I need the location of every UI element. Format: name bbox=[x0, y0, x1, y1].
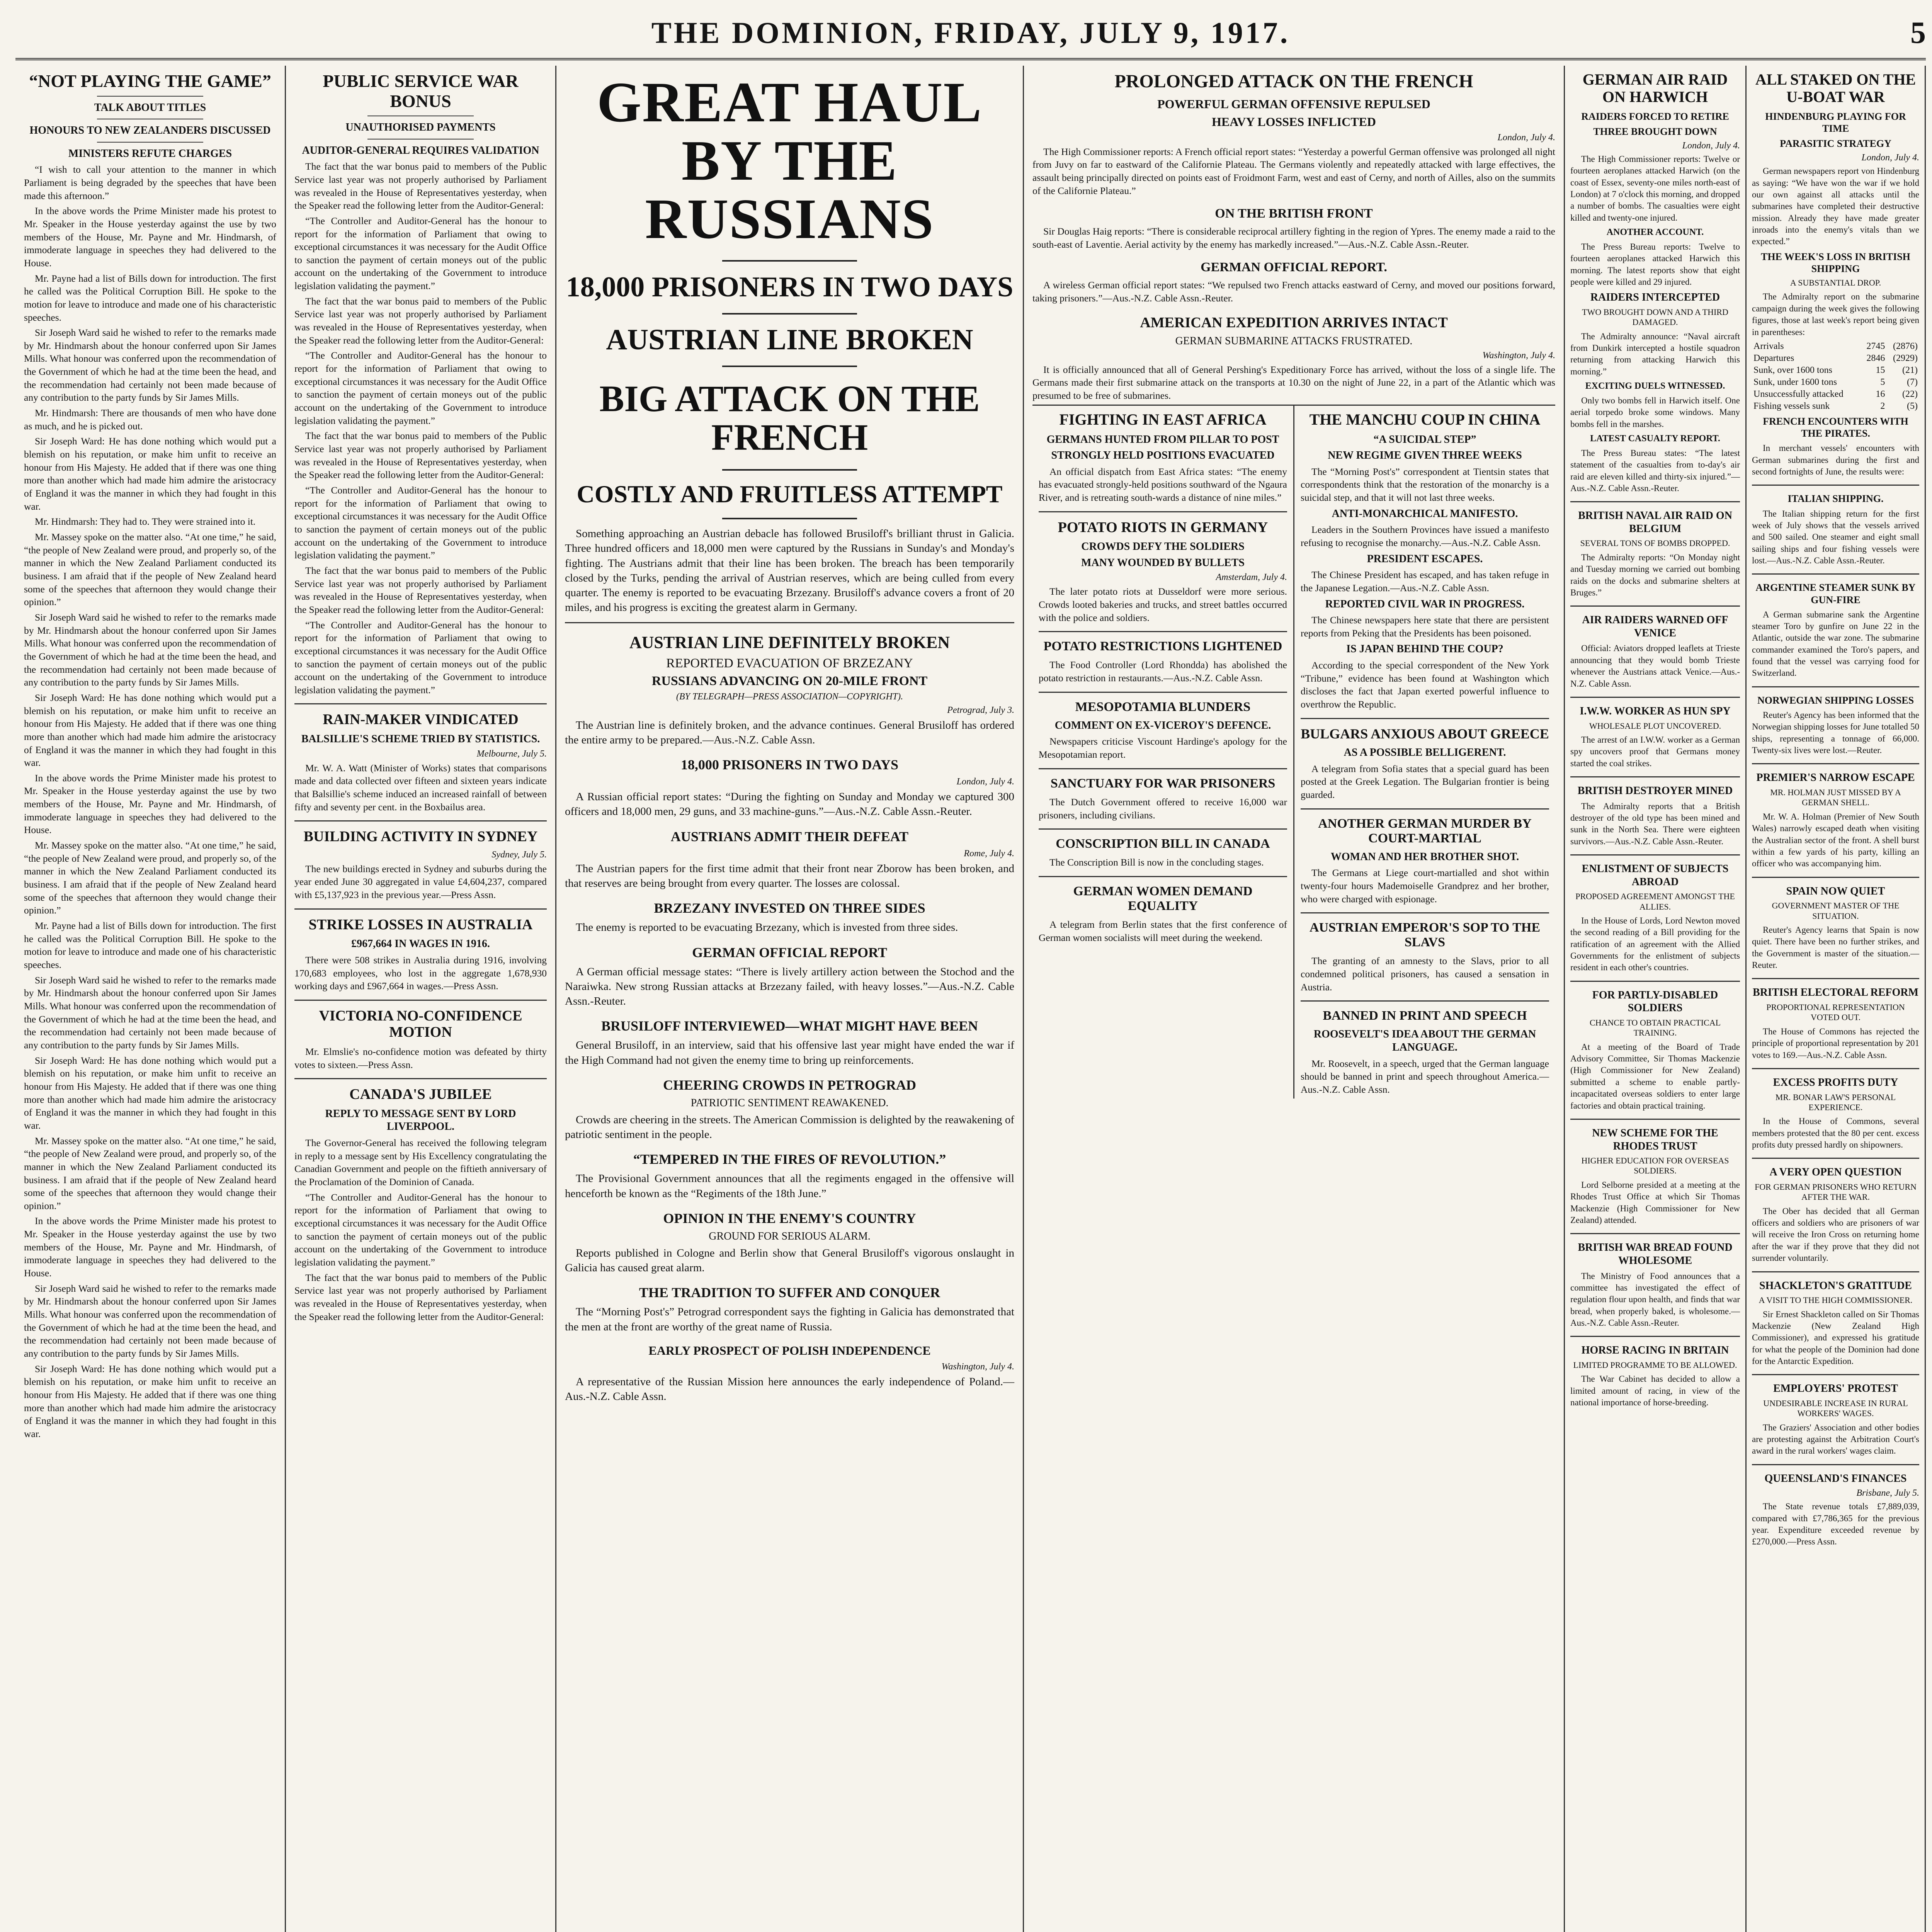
article-deck: COMMENT ON EX-VICEROY'S DEFENCE. bbox=[1054, 719, 1271, 731]
section-deck: PATRIOTIC SENTIMENT REAWAKENED. bbox=[690, 1097, 889, 1109]
article-deck: I.W.W. WORKER AS HUN SPY bbox=[1580, 705, 1731, 717]
article-paragraph: Sir Joseph Ward: He has done nothing which would put a blemish on his reputation, or make him unfit to receive an honour from His Majesty. He added that if there was one thing more than another which had made him admire the aristocracy of England it was the manner in which they had fought in this war. bbox=[24, 1363, 276, 1439]
article-headline: GERMAN WOMEN DEMAND EQUALITY bbox=[1073, 884, 1253, 913]
article-paragraph: General Brusiloff, in an interview, said that his offensive last year might have ended the war if the High Command had not given the enemy time to bring up reinforcements. bbox=[565, 1039, 1014, 1066]
article-headline: CANADA'S JUBILEE bbox=[349, 1086, 492, 1103]
table-cell-label: Sunk, over 1600 tons bbox=[1753, 365, 1832, 375]
article-paragraph: The Press Bureau states: “The latest statement of the casualties from to-day's air raid are eleven killed and thirty-six injured.”—Aus.-N.Z. Cable Assn.-Reuter. bbox=[1570, 448, 1740, 493]
article-paragraph: Sir Ernest Shackleton called on Sir Thomas Mackenzie (New Zealand High Commissioner), and expressed his gratitude for what the people of the Dominion had done for the Antarctic Expedition. bbox=[1752, 1309, 1919, 1366]
article-paragraph: A German official message states: “There is lively artillery action between the Stochod and the Naraiwka. New strong Russian attacks at Brzezany failed, with heavy losses.”—Aus.-N.Z. Cable Assn.-Reuter. bbox=[565, 965, 1014, 1008]
article-headline: STRIKE LOSSES IN AUSTRALIA bbox=[308, 916, 533, 933]
article-paragraph: Crowds are cheering in the streets. The American Commission is delighted by the reawakening of patriotic sentiment in the people. bbox=[565, 1113, 1014, 1141]
article-paragraph: The “Morning Post's” correspondent at Tientsin states that correspondents think that the restoration of the monarchy is a suicidal step, and that it will not last three weeks. bbox=[1301, 466, 1549, 503]
article-deck: PROPOSED AGREEMENT AMONGST THE ALLIES. bbox=[1575, 891, 1735, 912]
article-deck: REPORTED CIVIL WAR IN PROGRESS. bbox=[1325, 598, 1525, 610]
article-paragraph: Mr. Hindmarsh: They had to. They were strained into it. bbox=[35, 516, 256, 527]
section-deck: GERMAN SUBMARINE ATTACKS FRUSTRATED. bbox=[1175, 335, 1413, 347]
byline: (BY TELEGRAPH—PRESS ASSOCIATION—COPYRIGHT). bbox=[676, 691, 903, 702]
article-paragraph: Something approaching an Austrian debacle has followed Brusiloff's brilliant thrust in Galicia. Three hundred officers and 18,000 men were captured by the Russians in Sunday's and Monday's fighting. The Austrians admit that their line has been broken. The breach has been temporarily closed by the Turks, pending the arrival of Austrian reserves, which are being culled from every quarter. The enemy is reported to be evacuating Brzezany. Brusiloff's advance covers a front of 20 miles, and his progress is exciting the greatest alarm in Germany. bbox=[565, 527, 1014, 614]
article-paragraph: The Italian shipping return for the first week of July shows that the vessels arrived and 500 sailed. One steamer and eight small sailing ships and four fishing vessels were lost.—Aus.-N.Z. Cable Assn.-Reuter. bbox=[1752, 509, 1919, 565]
table-cell-value: 15 bbox=[1876, 365, 1885, 375]
article-headline: SANCTUARY FOR WAR PRISONERS bbox=[1050, 776, 1276, 791]
article-paragraph: In the House of Lords, Lord Newton moved the second reading of a Bill providing for the ratification of an agreement with the Allied Governments for the enlistment of subjects resident in each other's countries. bbox=[1570, 915, 1740, 973]
article-paragraph: Only two bombs fell in Harwich itself. One aerial torpedo broke some windows. Many bombs fell in the marshes. bbox=[1570, 395, 1740, 429]
article-paragraph: Official: Aviators dropped leaflets at Trieste announcing that they would bomb Trieste whenever the Austrians attack Venice.—Aus.-N.Z. Cable Assn. bbox=[1570, 643, 1740, 689]
section-headline: 18,000 PRISONERS IN TWO DAYS bbox=[680, 757, 899, 773]
table-row bbox=[1752, 388, 1919, 400]
column-titles bbox=[15, 66, 286, 1932]
article-deck: REPLY TO MESSAGE SENT BY LORD LIVERPOOL. bbox=[325, 1107, 516, 1133]
table-cell-value: 16 bbox=[1876, 389, 1885, 399]
article-paragraph: The granting of an amnesty to the Slavs, prior to all condemned political prisoners, has caused a sensation in Austria. bbox=[1301, 955, 1549, 993]
section-headline: CHEERING CROWDS IN PETROGRAD bbox=[663, 1077, 917, 1093]
article-deck: MINISTERS REFUTE CHARGES bbox=[68, 147, 232, 160]
article-paragraph: “The Controller and Auditor-General has the honour to report for the information of Parliament that owing to exceptional circumstances it was necessary for the Audit Office to sanction the payment of certain moneys out of the public account on the undertaking of the Government to introduce legislation validating the payment.” bbox=[294, 350, 547, 426]
article-paragraph: Sir Joseph Ward said he wished to refer to the remarks made by Mr. Hindmarsh about the honour conferred upon Sir James Mills. What honour was conferred upon the recommendation of the Government of which he had at the time been the head, and the recommendation had certainly not been made because of any contribution to the party funds by Sir James Mills. bbox=[24, 1282, 276, 1359]
article-paragraph: Sir Joseph Ward said he wished to refer to the remarks made by Mr. Hindmarsh about the honour conferred upon Sir James Mills. What honour was conferred upon the recommendation of the Government of which he had at the time been the head, and the recommendation had certainly not been made because of any contribution to the party funds by Sir James Mills. bbox=[24, 611, 276, 688]
column-french-front: PROLONGED ATTACK ON THE FRENCH POWERFUL GERMAN OFFENSIVE REPULSED HEAVY LOSSES INFLICTED London, July 4. The High Commissioner reports: A French official report states: “Yesterday a powerful German offensive was prolonged all night from Juvy on far to eastward of the Californie Plateau. The Germans violently and repeatedly attacked with large effectives, the assault being principally directed on points east of Froidmont Farm, west and east of Cerny, and north of Ailles, also on the summits of the Californie Plateau.” ON THE BRITISH FRONT Sir Douglas Haig reports: “There is considerable reciprocal artillery fighting in the region of Ypres. The enemy made a raid to the south-east of Laventie. Aerial activity by the enemy has markedly increased.”—Aus.-N.Z. Cable Assn.-Reuter. GERMAN OFFICIAL REPORT. A wireless German official report states: “We repulsed two French attacks eastward of Cerny, and moved our positions forward, taking prisoners.”—Aus.-N.Z. Cable Assn.-Reuter. AMERICAN EXPEDITION ARRIVES INTACT GERMAN SUBMARINE ATTACKS FRUSTRATED. Washington, July 4. It is officially announced that all of General Pershing's Expeditionary Force has arrived, without the loss of a single life. The Germans made their first submarine attack on the transports at 10.30 on the night of June 22, in a part of the Atlantic which was presumed to be free of submarines. FIGHTING IN EAST AFRICA GERMANS HUNTED FROM PILLAR TO POST STRONGLY HELD POSITIONS EVACUATED An official dispatch from East Africa states: “The enemy has evacuated strongly-held positions southward of the Ngaura River, and is retreating south-wards a distance of nine miles.” POTATO RIOTS IN GERMANY CROWDS DEFY THE SOLDIERS MANY WOUNDED BY BULLETS Amsterdam, July 4. The later potato riots at Dusseldorf were more serious. Crowds looted bakeries and trucks, and street battles occurred with the police and soldiers. POTATO RESTRICTIONS LIGHTENED The Food Controller (Lord Rhondda) has abolished the potato restriction in restaurants.—Aus.-N.Z. Cable Assn. MESOPOTAMIA BLUNDERS COMMENT ON EX-VICEROY'S DEFENCE. Newspapers criticise Viscount Hardinge's apology for the Mesopotamian report. SANCTUARY FOR WAR PRISONERS The Dutch Government offered to receive 16,000 war prisoners, including civilians. CONSCRIPTION BILL IN CANADA The Conscription Bill is now in the concluding stages. GERMAN WOMEN DEMAND EQUALITY A telegram from Berlin states that the first conference of German women socialists will meet during the weekend. THE MANCHU COUP IN CHINA “A SUICIDAL STEP” NEW REGIME GIVEN THREE WEEKS The “Morning Post's” correspondent at Tientsin states that correspondents think that the restoration of the monarchy is a suicidal step, and that it will not last three weeks. ANTI-MONARCHICAL MANIFESTO. Leaders in the Southern Provinces have issued a manifesto refusing to recognise the monarchy.—Aus.-N.Z. Cable Assn. PRESIDENT ESCAPES. The Chinese President has escaped, and has taken refuge in the Japanese Legation.—Aus.-N.Z. Cable Assn. REPORTED CIVIL WAR IN PROGRESS. The Chinese newspapers here state that there are persistent reports from Peking that the Presidents has been poisoned. IS JAPAN BEHIND THE COUP? According to the special correspondent of the New York “Tribune,” evidence has been found at Washington which discloses the fact that Japan exerted powerful influence to overthrow the Republic. BULGARS ANXIOUS ABOUT GREECE AS A POSSIBLE BELLIGERENT. A telegram from Sofia states that a special guard has been posted at the Greek Legation. The Bulgarian frontier is being guarded. ANOTHER GERMAN MURDER BY COURT-MARTIAL WOMAN AND HER BROTHER SHOT. The Germans at Liege court-martialled and shot within twenty-four hours Mademoiselle Grandprez and her brother, who were charged with espionage. AUSTRIAN EMPEROR'S SOP TO THE SLAVS The granting of an amnesty to the Slavs, prior to all condemned political prisoners, has caused a sensation in Austria. BANNED IN PRINT AND SPEECH ROOSEVELT'S IDEA ABOUT THE GERMAN LANGUAGE. Mr. Roosevelt, in a speech, urged that the German language should be banned in print and speech throughout America.—Aus.-N.Z. Cable Assn. bbox=[1024, 66, 1565, 1932]
article-deck: POWERFUL GERMAN OFFENSIVE REPULSED bbox=[1157, 97, 1430, 111]
article-headline: VICTORIA NO-CONFIDENCE MOTION bbox=[319, 1007, 522, 1041]
masthead-title: THE DOMINION, FRIDAY, JULY 9, 1917. bbox=[651, 16, 1290, 49]
article-deck: NEW SCHEME FOR THE RHODES TRUST bbox=[1592, 1127, 1718, 1152]
column-public-service: PUBLIC SERVICE WAR BONUS UNAUTHORISED PAYMENTS AUDITOR-GENERAL REQUIRES VALIDATION The fact that the war bonus paid to members of the Public Service last year was not properly authorised by Parliament was revealed in the House of Representatives yesterday, when the Speaker read the following letter from the Auditor-General: “The Controller and Auditor-General has the honour to report for the information of Parliament that owing to exceptional circumstances it was necessary for the Audit Office to sanction the payment of certain moneys out of the public account on the undertaking of the Government to introduce legislation validating the payment.” The fact that the war bonus paid to members of the Public Service last year was not properly authorised by Parliament was revealed in the House of Representatives yesterday, when the Speaker read the following letter from the Auditor-General: “The Controller and Auditor-General has the honour to report for the information of Parliament that owing to exceptional circumstances it was necessary for the Audit Office to sanction the payment of certain moneys out of the public account on the undertaking of the Government to introduce legislation validating the payment.” The fact that the war bonus paid to members of the Public Service last year was not properly authorised by Parliament was revealed in the House of Representatives yesterday, when the Speaker read the following letter from the Auditor-General: “The Controller and Auditor-General has the honour to report for the information of Parliament that owing to exceptional circumstances it was necessary for the Audit Office to sanction the payment of certain moneys out of the public account on the undertaking of the Government to introduce legislation validating the payment.” The fact that the war bonus paid to members of the Public Service last year was not properly authorised by Parliament was revealed in the House of Representatives yesterday, when the Speaker read the following letter from the Auditor-General: “The Controller and Auditor-General has the honour to report for the information of Parliament that owing to exceptional circumstances it was necessary for the Audit Office to sanction the payment of certain moneys out of the public account on the undertaking of the Government to introduce legislation validating the payment.” RAIN-MAKER VINDICATED BALSILLIE'S SCHEME TRIED BY STATISTICS. Melbourne, July 5. Mr. W. A. Watt (Minister of Works) states that comparisons made and data collected over fifteen and sixteen years indicate that Balsillie's scheme induced an increased rainfall of between fifty and seventy per cent. in the Boxbailus area. BUILDING ACTIVITY IN SYDNEY Sydney, July 5. The new buildings erected in Sydney and suburbs during the year ended June 30 aggregated in value £4,604,237, compared with £5,137,923 in the previous year.—Press Assn. STRIKE LOSSES IN AUSTRALIA £967,664 IN WAGES IN 1916. There were 508 strikes in Australia during 1916, involving 170,683 employees, who lost in the aggregate 1,678,930 working days and £967,664 in wages.—Press Assn. VICTORIA NO-CONFIDENCE MOTION Mr. Elmslie's no-confidence motion was defeated by thirty votes to sixteen.—Press Assn. CANADA'S JUBILEE REPLY TO MESSAGE SENT BY LORD LIVERPOOL. The Governor-General has received the following telegram in reply to a message sent by His Excellency congratulating the Canadian Government and people on the fiftieth anniversary of the Proclamation of the Dominion of Canada. “The Controller and Auditor-General has the honour to report for the information of Parliament that owing to exceptional circumstances it was necessary for the Audit Office to sanction the payment of certain moneys out of the public account on the undertaking of the Government to introduce legislation validating the payment.” The fact that the war bonus paid to members of the Public Service last year was not properly authorised by Parliament was revealed in the House of Representatives yesterday, when the Speaker read the following letter from the Auditor-General: bbox=[286, 66, 556, 1932]
main-subheadline: AUSTRIAN LINE BROKEN bbox=[606, 323, 973, 356]
article-deck: ROOSEVELT'S IDEA ABOUT THE GERMAN LANGUAGE. bbox=[1313, 1028, 1536, 1054]
section-headline: THE TRADITION TO SUFFER AND CONQUER bbox=[639, 1285, 940, 1301]
article-paragraph: The Austrian papers for the first time admit that their front near Zborow has been broken, and that reserves are being brought from every quarter. The losses are colossal. bbox=[565, 862, 1014, 890]
article-paragraph: The Admiralty reports: “On Monday night and Tuesday morning we carried out bombing raids on the docks and submarine shelters at Bruges.” bbox=[1570, 552, 1740, 597]
section-headline: AUSTRIAN LINE DEFINITELY BROKEN bbox=[629, 633, 950, 652]
article-deck: GERMANS HUNTED FROM PILLAR TO POST bbox=[1046, 433, 1279, 446]
article-paragraph: German newspapers report von Hindenburg as saying: “We have won the war if we hold our own against all attacks until the submarines have completed their destructive mission. Already they have made greater inroads into the enemy's vitals than we expected.” bbox=[1752, 166, 1919, 247]
article-paragraph: The High Commissioner reports: Twelve or fourteen aeroplanes attacked Harwich (on the coast of Essex, seventy-one miles north-east of London) at 7 o'clock this morning, and dropped a number of bombs. The casualties were eight killed and twenty-one injured. bbox=[1570, 154, 1740, 223]
table-cell-label: Fishing vessels sunk bbox=[1753, 401, 1830, 411]
article-paragraph: An official dispatch from East Africa states: “The enemy has evacuated strongly-held positions southward of the Ngaura River, and is retreating south-wards a distance of nine miles.” bbox=[1039, 466, 1287, 503]
article-deck: ARGENTINE STEAMER SUNK BY GUN-FIRE bbox=[1755, 582, 1916, 605]
shipping-table bbox=[1752, 340, 1919, 412]
article-headline: PUBLIC SERVICE WAR BONUS bbox=[323, 71, 519, 111]
article-deck: MR. HOLMAN JUST MISSED BY A GERMAN SHELL. bbox=[1770, 787, 1901, 808]
section-headline: GERMAN OFFICIAL REPORT bbox=[692, 944, 887, 960]
article-deck: WOMAN AND HER BROTHER SHOT. bbox=[1330, 850, 1519, 863]
article-paragraph: The Provisional Government announces that all the regiments engaged in the offensive will henceforth be known as the “Regiments of the 18th June.” bbox=[565, 1172, 1014, 1200]
article-paragraph: In the House of Commons, several members protested that the 80 per cent. excess profits duty pressed hardly on shipowners. bbox=[1752, 1116, 1919, 1150]
article-paragraph: Mr. Massey spoke on the matter also. “At one time,” he said, “the people of New Zealand were proud, and properly so, of the manner in which the New Zealand Parliament conducted its business. I am afraid that if the people of New Zealand heard some of the speeches that afternoon they would change their opinion.” bbox=[24, 840, 276, 916]
article-deck: EMPLOYERS' PROTEST bbox=[1773, 1383, 1898, 1395]
subcolumn-left: FIGHTING IN EAST AFRICA GERMANS HUNTED FROM PILLAR TO POST STRONGLY HELD POSITIONS EVACUATED An official dispatch from East Africa states: “The enemy has evacuated strongly-held positions southward of the Ngaura River, and is retreating south-wards a distance of nine miles.” POTATO RIOTS IN GERMANY CROWDS DEFY THE SOLDIERS MANY WOUNDED BY BULLETS Amsterdam, July 4. The later potato riots at Dusseldorf were more serious. Crowds looted bakeries and trucks, and street battles occurred with the police and soldiers. POTATO RESTRICTIONS LIGHTENED The Food Controller (Lord Rhondda) has abolished the potato restriction in restaurants.—Aus.-N.Z. Cable Assn. MESOPOTAMIA BLUNDERS COMMENT ON EX-VICEROY'S DEFENCE. Newspapers criticise Viscount Hardinge's apology for the Mesopotamian report. SANCTUARY FOR WAR PRISONERS The Dutch Government offered to receive 16,000 war prisoners, including civilians. CONSCRIPTION BILL IN CANADA The Conscription Bill is now in the concluding stages. GERMAN WOMEN DEMAND EQUALITY A telegram from Berlin states that the first conference of German women socialists will meet during the weekend. bbox=[1032, 406, 1294, 1099]
article-paragraph: “The Controller and Auditor-General has the honour to report for the information of Parliament that owing to exceptional circumstances it was necessary for the Audit Office to sanction the payment of certain moneys out of the public account on the undertaking of the Government to introduce legislation validating the payment.” bbox=[294, 215, 547, 292]
article-headline: RAIN-MAKER VINDICATED bbox=[323, 711, 519, 728]
table-row bbox=[1752, 340, 1919, 352]
article-headline: CONSCRIPTION BILL IN CANADA bbox=[1056, 837, 1270, 851]
article-paragraph: In the above words the Prime Minister made his protest to Mr. Speaker in the House yesterday against the use by two members of the House, Mr. Payne and Mr. Hindmarsh, of immoderate language in speeches they had delivered to the House. bbox=[24, 772, 276, 836]
article-deck: HIGHER EDUCATION FOR OVERSEAS SOLDIERS. bbox=[1581, 1156, 1729, 1176]
table-cell-value: 2 bbox=[1880, 401, 1885, 411]
article-paragraph: The House of Commons has rejected the principle of proportional representation by 201 votes to 169.—Aus.-N.Z. Cable Assn. bbox=[1752, 1026, 1919, 1060]
table-cell-label: Departures bbox=[1753, 353, 1794, 363]
article-deck: BALSILLIE'S SCHEME TRIED BY STATISTICS. bbox=[301, 733, 540, 745]
sub-columns bbox=[1032, 405, 1555, 1099]
article-deck: SPAIN NOW QUIET bbox=[1786, 885, 1885, 897]
article-paragraph: The fact that the war bonus paid to members of the Public Service last year was not properly authorised by Parliament was revealed in the House of Representatives yesterday, when the Speaker read the following letter from the Auditor-General: bbox=[294, 565, 547, 615]
article-headline: BANNED IN PRINT AND SPEECH bbox=[1323, 1009, 1527, 1023]
article-paragraph: Mr. Elmslie's no-confidence motion was defeated by thirty votes to sixteen.—Press Assn. bbox=[294, 1046, 547, 1070]
article-headline: “NOT PLAYING THE GAME” bbox=[29, 71, 271, 91]
article-paragraph: Mr. W. A. Holman (Premier of New South Wales) narrowly escaped death when visiting the Australian sector of the front. A shell burst within a few yards of his party, killing an officer who was accompanying him. bbox=[1752, 811, 1919, 869]
article-deck: MANY WOUNDED BY BULLETS bbox=[1081, 556, 1245, 569]
article-deck: THE WEEK'S LOSS IN BRITISH SHIPPING bbox=[1761, 251, 1910, 274]
article-deck: ANTI-MONARCHICAL MANIFESTO. bbox=[1332, 507, 1518, 520]
article-deck: A VISIT TO THE HIGH COMMISSIONER. bbox=[1759, 1295, 1913, 1305]
section-headline: BRZEZANY INVESTED ON THREE SIDES bbox=[654, 900, 925, 916]
article-paragraph: There were 508 strikes in Australia during 1916, involving 170,683 employees, who lost in the aggregate 1,678,930 working days and £967,664 in wages.—Press Assn. bbox=[294, 954, 547, 992]
article-paragraph: The Conscription Bill is now in the concluding stages. bbox=[1049, 857, 1264, 868]
article-deck: UNDESIRABLE INCREASE IN RURAL WORKERS' WAGES. bbox=[1763, 1398, 1908, 1418]
article-paragraph: The State revenue totals £7,889,039, compared with £7,786,365 for the previous year. Expenditure exceeded revenue by £270,000.—Press Assn. bbox=[1752, 1502, 1919, 1547]
article-paragraph: The Admiralty announce: “Naval aircraft from Dunkirk intercepted a hostile squadron returning from attacking Harwich this morning.” bbox=[1570, 331, 1740, 376]
article-paragraph: The fact that the war bonus paid to members of the Public Service last year was not properly authorised by Parliament was revealed in the House of Representatives yesterday, when the Speaker read the following letter from the Auditor-General: bbox=[294, 295, 547, 346]
article-deck: FOR GERMAN PRISONERS WHO RETURN AFTER THE WAR. bbox=[1755, 1182, 1917, 1202]
table-cell-value: (22) bbox=[1902, 389, 1918, 399]
article-paragraph: The Chinese President has escaped, and has taken refuge in the Japanese Legation.—Aus.-N.Z. Cable Assn. bbox=[1301, 569, 1549, 594]
article-deck: SHACKLETON'S GRATITUDE bbox=[1759, 1279, 1912, 1292]
table-row bbox=[1752, 400, 1919, 412]
article-headline: MESOPOTAMIA BLUNDERS bbox=[1075, 699, 1251, 714]
article-deck: GOVERNMENT MASTER OF THE SITUATION. bbox=[1772, 901, 1900, 921]
article-paragraph: The enemy is reported to be evacuating Brzezany, which is invested from three sides. bbox=[576, 921, 958, 934]
article-deck: FRENCH ENCOUNTERS WITH THE PIRATES. bbox=[1763, 415, 1908, 439]
article-deck: CHANCE TO OBTAIN PRACTICAL TRAINING. bbox=[1589, 1017, 1721, 1038]
section-deck: GROUND FOR SERIOUS ALARM. bbox=[709, 1230, 871, 1242]
article-deck: IS JAPAN BEHIND THE COUP? bbox=[1346, 643, 1503, 655]
article-headline: POTATO RESTRICTIONS LIGHTENED bbox=[1043, 639, 1282, 654]
article-paragraph: A wireless German official report states: “We repulsed two French attacks eastward of Cerny, and moved our positions forward, taking prisoners.”—Aus.-N.Z. Cable Assn.-Reuter. bbox=[1032, 279, 1555, 304]
article-headline: THE MANCHU COUP IN CHINA bbox=[1309, 410, 1541, 428]
main-subheadline: COSTLY AND FRUITLESS ATTEMPT bbox=[577, 480, 1003, 508]
article-paragraph: Reuter's Agency has been informed that the Norwegian shipping losses for June totalled 50 ships, representing a tonnage of 66,000. Twenty-six lives were lost.—Reuter. bbox=[1752, 710, 1919, 755]
article-paragraph: “The Controller and Auditor-General has the honour to report for the information of Parliament that owing to exceptional circumstances it was necessary for the Audit Office to sanction the payment of certain moneys out of the public account on the undertaking of the Government to introduce legislation validating the payment.” bbox=[294, 1191, 547, 1268]
article-paragraph: Mr. Payne had a list of Bills down for introduction. The first he called was the Political Corruption Bill. He spoke to the motion for leave to introduce and made one of his characteristic speeches. bbox=[24, 272, 276, 323]
article-paragraph: The “Morning Post's” Petrograd correspondent says the fighting in Galicia has demonstrated that the men at the front are worthy of the great name of Russia. bbox=[565, 1306, 1014, 1333]
table-cell-label: Arrivals bbox=[1753, 341, 1784, 351]
article-deck: HINDENBURG PLAYING FOR TIME bbox=[1765, 111, 1906, 134]
article-deck: RAIDERS INTERCEPTED bbox=[1590, 291, 1720, 304]
article-paragraph: The fact that the war bonus paid to members of the Public Service last year was not properly authorised by Parliament was revealed in the House of Representatives yesterday, when the Speaker read the following letter from the Auditor-General: bbox=[294, 1272, 547, 1322]
table-cell-value: 2745 bbox=[1866, 341, 1885, 351]
section-headline: “TEMPERED IN THE FIRES OF REVOLUTION.” bbox=[633, 1151, 946, 1167]
masthead bbox=[15, 8, 1926, 60]
article-headline: ANOTHER GERMAN MURDER BY COURT-MARTIAL bbox=[1318, 816, 1532, 845]
article-paragraph: The Dutch Government offered to receive 16,000 war prisoners, including civilians. bbox=[1039, 796, 1287, 821]
section-headline: BRUSILOFF INTERVIEWED—WHAT MIGHT HAVE BEEN bbox=[601, 1018, 978, 1034]
section-headline: AUSTRIANS ADMIT THEIR DEFEAT bbox=[670, 828, 909, 844]
table-cell-value: 5 bbox=[1880, 377, 1885, 387]
article-paragraph: The new buildings erected in Sydney and suburbs during the year ended June 30 aggregated in value £4,604,237, compared with £5,137,923 in the previous year.—Press Assn. bbox=[294, 863, 547, 901]
article-deck: HORSE RACING IN BRITAIN bbox=[1581, 1344, 1729, 1357]
article-paragraph: The Austrian line is definitely broken, and the advance continues. General Brusiloff has ordered the entire army to be prepared.—Aus.-N.Z. Cable Assn. bbox=[565, 719, 1014, 746]
divider bbox=[97, 96, 203, 97]
column-air-raid: GERMAN AIR RAID ON HARWICH RAIDERS FORCED TO RETIRE THREE BROUGHT DOWN London, July 4. The High Commissioner reports: Twelve or fourteen aeroplanes attacked Harwich (on the coast of Essex, seventy-one miles north-east of London) at 7 o'clock this morning, and dropped a number of bombs. The casualties were eight killed and twenty-one injured. ANOTHER ACCOUNT. The Press Bureau reports: Twelve to fourteen aeroplanes attacked Harwich this morning. The latest reports show that eight people were killed and 29 injured. RAIDERS INTERCEPTED TWO BROUGHT DOWN AND A THIRD DAMAGED. The Admiralty announce: “Naval aircraft from Dunkirk intercepted a hostile squadron returning from attacking Harwich this morning.” EXCITING DUELS WITNESSED. Only two bombs fell in Harwich itself. One aerial torpedo broke some windows. Many bombs fell in the marshes. LATEST CASUALTY REPORT. The Press Bureau states: “The latest statement of the casualties from to-day's air raid are eleven killed and thirty-six injured.”—Aus.-N.Z. Cable Assn.-Reuter. BRITISH NAVAL AIR RAID ON BELGIUM SEVERAL TONS OF BOMBS DROPPED. The Admiralty reports: “On Monday night and Tuesday morning we carried out bombing raids on the docks and submarine shelters at Bruges.” AIR RAIDERS WARNED OFF VENICE Official: Aviators dropped leaflets at Trieste announcing that they would bomb Trieste whenever the Austrians attack Venice.—Aus.-N.Z. Cable Assn. I.W.W. WORKER AS HUN SPY WHOLESALE PLOT UNCOVERED. The arrest of an I.W.W. worker as a German spy uncovers proof that Germans money started the coal strikes. BRITISH DESTROYER MINED The Admiralty reports that a British destroyer of the old type has been mined and sunk in the North Sea. There were eighteen survivors.—Aus.-N.Z. Cable Assn.-Reuter. ENLISTMENT OF SUBJECTS ABROAD PROPOSED AGREEMENT AMONGST THE ALLIES. In the House of Lords, Lord Newton moved the second reading of a Bill providing for the ratification of an agreement with the Allied Governments for the enlistment of subjects resident in each other's countries. FOR PARTLY-DISABLED SOLDIERS CHANCE TO OBTAIN PRACTICAL TRAINING. At a meeting of the Board of Trade Advisory Committee, Sir Thomas Mackenzie (High Commissioner for New Zealand) submitted a scheme to enable partly-incapacitated overseas soldiers to enter large factories and obtain practical training. NEW SCHEME FOR THE RHODES TRUST HIGHER EDUCATION FOR OVERSEAS SOLDIERS. Lord Selborne presided at a meeting at the Rhodes Trust Office at which Sir Thomas Mackenzie (High Commissioner for New Zealand) attended. BRITISH WAR BREAD FOUND WHOLESOME The Ministry of Food announces that a committee has investigated the effect of regulation flour upon health, and finds that war bread, when properly baked, is wholesome.—Aus.-N.Z. Cable Assn.-Reuter. HORSE RACING IN BRITAIN LIMITED PROGRAMME TO BE ALLOWED. The War Cabinet has decided to allow a limited amount of racing, in view of the national importance of horse-breeding. bbox=[1565, 66, 1747, 1932]
article-headline: BULGARS ANXIOUS ABOUT GREECE bbox=[1301, 726, 1549, 742]
article-deck: SEVERAL TONS OF BOMBS DROPPED. bbox=[1580, 538, 1730, 548]
article-deck: THREE BROUGHT DOWN bbox=[1593, 126, 1717, 137]
article-deck: BRITISH WAR BREAD FOUND WHOLESOME bbox=[1578, 1242, 1733, 1267]
article-deck: ENLISTMENT OF SUBJECTS ABROAD bbox=[1582, 863, 1729, 888]
table-cell-value: (7) bbox=[1907, 377, 1918, 387]
article-paragraph: Sir Joseph Ward: He has done nothing which would put a blemish on his reputation, or make him unfit to receive an honour from His Majesty. He added that if there was one thing more than another which had made him admire the aristocracy of England it was the manner in which they had fought in this war. bbox=[24, 1054, 276, 1131]
divider bbox=[97, 142, 203, 143]
article-paragraph: The Ober has decided that all German officers and soldiers who are prisoners of war will receive the Iron Cross on returning home after the war if they prove that they did not surrender voluntarily. bbox=[1752, 1206, 1919, 1263]
article-deck: AIR RAIDERS WARNED OFF VENICE bbox=[1582, 614, 1728, 639]
article-deck: AS A POSSIBLE BELLIGERENT. bbox=[1344, 746, 1506, 759]
page-number: 5 bbox=[1910, 15, 1926, 50]
table-cell-value: (5) bbox=[1907, 401, 1918, 411]
article-deck: CROWDS DEFY THE SOLDIERS bbox=[1081, 541, 1245, 553]
subcolumn-right bbox=[1294, 406, 1555, 1099]
table-row bbox=[1752, 376, 1919, 388]
article-paragraph: According to the special correspondent of the New York “Tribune,” evidence has been found at Washington which discloses the fact that Japan exerted powerful influence to overthrow the Republic. bbox=[1301, 660, 1549, 710]
article-paragraph: Mr. Hindmarsh: There are thousands of men who have done as much, and he is picked out. bbox=[24, 407, 276, 432]
section-headline: GERMAN OFFICIAL REPORT. bbox=[1201, 260, 1387, 275]
article-paragraph: The arrest of an I.W.W. worker as a German spy uncovers proof that Germans money started the coal strikes. bbox=[1570, 735, 1740, 768]
article-paragraph: Mr. Payne had a list of Bills down for introduction. The first he called was the Political Corruption Bill. He spoke to the motion for leave to introduce and made one of his characteristic speeches. bbox=[24, 920, 276, 971]
article-paragraph: Sir Joseph Ward said he wished to refer to the remarks made by Mr. Hindmarsh about the honour conferred upon Sir James Mills. What honour was conferred upon the recommendation of the Government of which he had at the time been the head, and the recommendation had certainly not been made because of any contribution to the party funds by Sir James Mills. bbox=[24, 974, 276, 1051]
article-deck: QUEENSLAND'S FINANCES bbox=[1764, 1472, 1907, 1485]
article-paragraph: Leaders in the Southern Provinces have issued a manifesto refusing to recognise the monarchy.—Aus.-N.Z. Cable Assn. bbox=[1301, 524, 1549, 548]
table-cell-value: (2876) bbox=[1893, 341, 1918, 351]
article-paragraph: “The Controller and Auditor-General has the honour to report for the information of Parliament that owing to exceptional circumstances it was necessary for the Audit Office to sanction the payment of certain moneys out of the public account on the undertaking of the Government to introduce legislation validating the payment.” bbox=[294, 484, 547, 561]
article-deck: PROPORTIONAL REPRESENTATION VOTED OUT. bbox=[1766, 1002, 1905, 1022]
article-paragraph: The Admiralty report on the submarine campaign during the week gives the following figures, those at last week's report being given in parentheses: bbox=[1752, 292, 1919, 337]
article-paragraph: In merchant vessels' encounters with German submarines during the first and second fortnights of June, the results were: bbox=[1752, 443, 1919, 476]
main-subheadline: 18,000 PRISONERS IN TWO DAYS bbox=[566, 271, 1014, 303]
section-headline: ON THE BRITISH FRONT bbox=[1215, 206, 1373, 221]
article-deck: ANOTHER ACCOUNT. bbox=[1606, 227, 1704, 238]
article-paragraph: The War Cabinet has decided to allow a limited amount of racing, in view of the national importance of horse-breeding. bbox=[1570, 1374, 1740, 1407]
article-deck: HEAVY LOSSES INFLICTED bbox=[1211, 115, 1376, 129]
article-paragraph: The Food Controller (Lord Rhondda) has abolished the potato restriction in restaurants.—Aus.-N.Z. Cable Assn. bbox=[1039, 659, 1287, 684]
article-deck: AUDITOR-GENERAL REQUIRES VALIDATION bbox=[302, 144, 539, 156]
main-subheadline: BIG ATTACK ON THE FRENCH bbox=[599, 378, 980, 458]
article-deck: NEW REGIME GIVEN THREE WEEKS bbox=[1328, 449, 1522, 462]
article-paragraph: Mr. Roosevelt, in a speech, urged that the German language should be banned in print and speech throughout America.—Aus.-N.Z. Cable Assn. bbox=[1301, 1058, 1549, 1095]
article-paragraph: Reuter's Agency learns that Spain is now quiet. There have been no further strikes, and the Government is master of the situation.—Reuter. bbox=[1752, 925, 1919, 970]
article-headline: POTATO RIOTS IN GERMANY bbox=[1058, 519, 1268, 536]
section-deck: REPORTED EVACUATION OF BRZEZANY bbox=[666, 656, 913, 670]
article-paragraph: Reports published in Cologne and Berlin show that General Brusiloff's vigorous onslaught in Galicia has caused great alarm. bbox=[565, 1247, 1014, 1274]
article-paragraph: The Germans at Liege court-martialled and shot within twenty-four hours Mademoiselle Grandprez and her brother, who were charged with espionage. bbox=[1301, 867, 1549, 905]
article-paragraph: A telegram from Sofia states that a special guard has been posted at the Greek Legation. The Bulgarian frontier is being guarded. bbox=[1301, 763, 1549, 800]
table-row bbox=[1752, 352, 1919, 364]
article-paragraph: The Ministry of Food announces that a committee has investigated the effect of regulation flour upon health, and finds that war bread, when properly baked, is wholesome.—Aus.-N.Z. Cable Assn.-Reuter. bbox=[1570, 1271, 1740, 1328]
section-deck: RUSSIANS ADVANCING ON 20-MILE FRONT bbox=[651, 673, 928, 688]
article-headline: AUSTRIAN EMPEROR'S SOP TO THE SLAVS bbox=[1309, 920, 1541, 950]
article-paragraph: A Russian official report states: “During the fighting on Sunday and Monday we captured 300 officers and 18,000 men, 29 guns, and 33 machine-guns.”—Aus.-N.Z. Cable Assn.-Reuter. bbox=[565, 791, 1014, 818]
article-deck: A VERY OPEN QUESTION bbox=[1769, 1166, 1902, 1179]
article-paragraph: In the above words the Prime Minister made his protest to Mr. Speaker in the House yesterday against the use by two members of the House, Mr. Payne and Mr. Hindmarsh, of immoderate language in speeches they had delivered to the House. bbox=[24, 205, 276, 269]
article-paragraph: The Graziers' Association and other bodies are protesting against the Arbitration Court's award in the rural workers' wages claim. bbox=[1752, 1422, 1919, 1456]
column-russian-offensive: GREAT HAUL BY THE RUSSIANS 18,000 PRISONERS IN TWO DAYS AUSTRIAN LINE BROKEN BIG ATTACK ON THE FRENCH COSTLY AND FRUITLESS ATTEMPT Something approaching an Austrian debacle has followed Brusiloff's brilliant thrust in Galicia. Three hundred officers and 18,000 men were captured by the Russians in Sunday's and Monday's fighting. The Austrians admit that their line has been broken. The breach has been temporarily closed by the Turks, pending the arrival of Austrian reserves, which are being culled from every quarter. The enemy is reported to be evacuating Brzezany. Brusiloff's advance covers a front of 20 miles, and his progress is exciting the greatest alarm in Germany. AUSTRIAN LINE DEFINITELY BROKEN REPORTED EVACUATION OF BRZEZANY RUSSIANS ADVANCING ON 20-MILE FRONT (BY TELEGRAPH—PRESS ASSOCIATION—COPYRIGHT). Petrograd, July 3. The Austrian line is definitely broken, and the advance continues. General Brusiloff has ordered the entire army to be prepared.—Aus.-N.Z. Cable Assn. 18,000 PRISONERS IN TWO DAYS London, July 4. A Russian official report states: “During the fighting on Sunday and Monday we captured 300 officers and 18,000 men, 29 guns, and 33 machine-guns.”—Aus.-N.Z. Cable Assn.-Reuter. AUSTRIANS ADMIT THEIR DEFEAT Rome, July 4. The Austrian papers for the first time admit that their front near Zborow has been broken, and that reserves are being brought from every quarter. The losses are colossal. BRZEZANY INVESTED ON THREE SIDES The enemy is reported to be evacuating Brzezany, which is invested from three sides. GERMAN OFFICIAL REPORT A German official message states: “There is lively artillery action between the Stochod and the Naraiwka. New strong Russian attacks at Brzezany failed, with heavy losses.”—Aus.-N.Z. Cable Assn.-Reuter. BRUSILOFF INTERVIEWED—WHAT MIGHT HAVE BEEN General Brusiloff, in an interview, said that his offensive last year might have ended the war if the High Command had not given the enemy time to bring up reinforcements. CHEERING CROWDS IN PETROGRAD PATRIOTIC SENTIMENT REAWAKENED. Crowds are cheering in the streets. The American Commission is delighted by the reawakening of patriotic sentiment in the people. “TEMPERED IN THE FIRES OF REVOLUTION.” The Provisional Government announces that all the regiments engaged in the offensive will henceforth be known as the “Regiments of the 18th June.” OPINION IN THE ENEMY'S COUNTRY GROUND FOR SERIOUS ALARM. Reports published in Cologne and Berlin show that General Brusiloff's vigorous onslaught in Galicia has caused great alarm. THE TRADITION TO SUFFER AND CONQUER The “Morning Post's” Petrograd correspondent says the fighting in Galicia has demonstrated that the men at the front are worthy of the great name of Russia. EARLY PROSPECT OF POLISH INDEPENDENCE Washington, July 4. A representative of the Russian Mission here announces the early independence of Poland.—Aus.-N.Z. Cable Assn. bbox=[556, 66, 1024, 1932]
article-headline: GERMAN AIR RAID ON HARWICH bbox=[1582, 71, 1728, 105]
article-headline: ALL STAKED ON THE U-BOAT WAR bbox=[1755, 71, 1916, 105]
article-paragraph: In the above words the Prime Minister made his protest to Mr. Speaker in the House yesterday against the use by two members of the House, Mr. Payne and Mr. Hindmarsh, of immoderate language in speeches they had delivered to the House. bbox=[24, 1215, 276, 1279]
article-deck: FOR PARTLY-DISABLED SOLDIERS bbox=[1592, 989, 1718, 1014]
table-cell-value: (2929) bbox=[1893, 353, 1918, 363]
article-deck: NORWEGIAN SHIPPING LOSSES bbox=[1757, 694, 1914, 706]
table-cell-label: Unsuccessfully attacked bbox=[1753, 389, 1844, 399]
article-headline: PROLONGED ATTACK ON THE FRENCH bbox=[1114, 71, 1473, 92]
table-cell-value: (21) bbox=[1902, 365, 1918, 375]
article-deck: ITALIAN SHIPPING. bbox=[1787, 493, 1884, 505]
article-paragraph: Mr. W. A. Watt (Minister of Works) states that comparisons made and data collected over fifteen and sixteen years indicate that Balsillie's scheme induced an increased rainfall of between fifty and seventy per cent. in the Boxbailus area. bbox=[294, 762, 547, 813]
article-paragraph: “The Controller and Auditor-General has the honour to report for the information of Parliament that owing to exceptional circumstances it was necessary for the Audit Office to sanction the payment of certain moneys out of the public account on the undertaking of the Government to introduce legislation validating the payment.” bbox=[294, 619, 547, 696]
article-paragraph: Sir Joseph Ward said he wished to refer to the remarks made by Mr. Hindmarsh about the honour conferred upon Sir James Mills. What honour was conferred upon the recommendation of the Government of which he had at the time been the head, and the recommendation had certainly not been made because of any contribution to the party funds by Sir James Mills. bbox=[24, 327, 276, 403]
article-deck: WHOLESALE PLOT UNCOVERED. bbox=[1589, 721, 1721, 731]
article-headline: FIGHTING IN EAST AFRICA bbox=[1059, 410, 1267, 428]
article-paragraph: The fact that the war bonus paid to members of the Public Service last year was not properly authorised by Parliament was revealed in the House of Representatives yesterday, when the Speaker read the following letter from the Auditor-General: bbox=[294, 161, 547, 211]
article-deck: UNAUTHORISED PAYMENTS bbox=[345, 121, 496, 134]
article-paragraph: “I wish to call your attention to the manner in which Parliament is being degraded by the speeches that have been made this afternoon.” bbox=[24, 164, 276, 201]
article-deck: TALK ABOUT TITLES bbox=[94, 101, 206, 114]
section-headline: AMERICAN EXPEDITION ARRIVES INTACT bbox=[1140, 314, 1448, 331]
article-deck: “A SUICIDAL STEP” bbox=[1373, 433, 1476, 446]
article-paragraph: A telegram from Berlin states that the first conference of German women socialists will meet during the weekend. bbox=[1039, 919, 1287, 943]
article-deck: LIMITED PROGRAMME TO BE ALLOWED. bbox=[1573, 1360, 1737, 1370]
table-cell-label: Sunk, under 1600 tons bbox=[1753, 377, 1837, 387]
article-paragraph: Sir Joseph Ward: He has done nothing which would put a blemish on his reputation, or make him unfit to receive an honour from His Majesty. He added that if there was one thing more than another which had made him admire the aristocracy of England it was the manner in which they had fought in this war. bbox=[24, 692, 276, 769]
article-deck: PRESIDENT ESCAPES. bbox=[1367, 553, 1483, 565]
article-deck: BRITISH ELECTORAL REFORM bbox=[1753, 986, 1918, 999]
article-deck: EXCITING DUELS WITNESSED. bbox=[1585, 381, 1725, 391]
article-paragraph: A representative of the Russian Mission here announces the early independence of Poland.—Aus.-N.Z. Cable Assn. bbox=[565, 1376, 1014, 1403]
column-uboat-war: ALL STAKED ON THE U-BOAT WAR HINDENBURG PLAYING FOR TIME PARASITIC STRATEGY London, July 4. German newspapers report von Hindenburg as saying: “We have won the war if we hold our own against all attacks until the submarines have completed their destructive mission. Already they have made greater inroads into the enemy's vitals than we expected.” THE WEEK'S LOSS IN BRITISH SHIPPING A SUBSTANTIAL DROP. The Admiralty report on the submarine campaign during the week gives the following figures, those at last week's report being given in parentheses: Arrivals 2745 (2876) Departures 2846 (2929) Sunk, over 1600 tons 15 (21) Sunk, under 1600 tons 5 (7) Unsuccessfully attacked 16 (22) Fishing vessels sunk 2 (5) FRENCH ENCOUNTERS WITH THE PIRATES. In merchant vessels' encounters with German submarines during the first and second fortnights of June, the results were: ITALIAN SHIPPING. The Italian shipping return for the first week of July shows that the vessels arrived and 500 sailed. One steamer and eight small sailing ships and four fishing vessels were lost.—Aus.-N.Z. Cable Assn.-Reuter. ARGENTINE STEAMER SUNK BY GUN-FIRE A German submarine sank the Argentine steamer Toro by gunfire on June 22 in the Atlantic, outside the war zone. The submarine commander examined the Toro's papers, and found that the vessel was carrying food for Switzerland. NORWEGIAN SHIPPING LOSSES Reuter's Agency has been informed that the Norwegian shipping losses for June totalled 50 ships, representing a tonnage of 66,000. Twenty-six lives were lost.—Reuter. PREMIER'S NARROW ESCAPE MR. HOLMAN JUST MISSED BY A GERMAN SHELL. Mr. W. A. Holman (Premier of New South Wales) narrowly escaped death when visiting the Australian sector of the front. A shell burst within a few yards of his party, killing an officer who was accompanying him. SPAIN NOW QUIET GOVERNMENT MASTER OF THE SITUATION. Reuter's Agency learns that Spain is now quiet. There have been no further strikes, and the Government is master of the situation.—Reuter. BRITISH ELECTORAL REFORM PROPORTIONAL REPRESENTATION VOTED OUT. The House of Commons has rejected the principle of proportional representation by 201 votes to 169.—Aus.-N.Z. Cable Assn. EXCESS PROFITS DUTY MR. BONAR LAW'S PERSONAL EXPERIENCE. In the House of Commons, several members protested that the 80 per cent. excess profits duty pressed hardly on shipowners. A VERY OPEN QUESTION FOR GERMAN PRISONERS WHO RETURN AFTER THE WAR. The Ober has decided that all German officers and soldiers who are prisoners of war will receive the Iron Cross on returning home after the war if they prove that they did not surrender voluntarily. SHACKLETON'S GRATITUDE A VISIT TO THE HIGH COMMISSIONER. Sir Ernest Shackleton called on Sir Thomas Mackenzie (New Zealand High Commissioner), and expressed his gratitude for what the people of the Dominion had done for the Antarctic Expedition. EMPLOYERS' PROTEST UNDESIRABLE INCREASE IN RURAL WORKERS' WAGES. The Graziers' Association and other bodies are protesting against the Arbitration Court's award in the rural workers' wages claim. QUEENSLAND'S FINANCES Brisbane, July 5. The State revenue totals £7,889,039, compared with £7,786,365 for the previous year. Expenditure exceeded revenue by £270,000.—Press Assn. bbox=[1747, 66, 1926, 1932]
article-deck: £967,664 IN WAGES IN 1916. bbox=[351, 938, 490, 950]
article-paragraph: The later potato riots at Dusseldorf were more serious. Crowds looted bakeries and trucks, and street battles occurred with the police and soldiers. bbox=[1039, 586, 1287, 623]
article-headline: BUILDING ACTIVITY IN SYDNEY bbox=[303, 828, 538, 845]
article-deck: TWO BROUGHT DOWN AND A THIRD DAMAGED. bbox=[1582, 307, 1728, 327]
article-deck: A SUBSTANTIAL DROP. bbox=[1790, 278, 1881, 288]
article-paragraph: The Press Bureau reports: Twelve to fourteen aeroplanes attacked Harwich this morning. The latest reports show that eight people were killed and 29 injured. bbox=[1570, 242, 1740, 287]
article-paragraph: A German submarine sank the Argentine steamer Toro by gunfire on June 22 in the Atlantic, outside the war zone. The submarine commander examined the Toro's papers, and found that the vessel was carrying food for Switzerland. bbox=[1752, 609, 1919, 678]
article-paragraph: The High Commissioner reports: A French official report states: “Yesterday a powerful German offensive was prolonged all night from Juvy on far to eastward of the Californie Plateau. The Germans violently and repeatedly attacked with large effectives, the assault being principally directed on points east of Froidmont Farm, west and east of Cerny, and north of Ailles, also on the summits of the Californie Plateau.” bbox=[1032, 146, 1555, 196]
table-cell-value: 2846 bbox=[1866, 353, 1885, 363]
section-headline: OPINION IN THE ENEMY'S COUNTRY bbox=[663, 1210, 916, 1226]
article-paragraph: It is officially announced that all of General Pershing's Expeditionary Force has arrived, without the loss of a single life. The Germans made their first submarine attack on the transports at 10.30 on the night of June 22, in a part of the Atlantic which was presumed to be free of submarines. bbox=[1032, 364, 1555, 401]
article-paragraph: Sir Joseph Ward: He has done nothing which would put a blemish on his reputation, or make him unfit to receive an honour from His Majesty. He added that if there was one thing more than another which had made him admire the aristocracy of England it was the manner in which they had fought in this war. bbox=[24, 435, 276, 512]
main-headline: GREAT HAUL BY THE RUSSIANS bbox=[597, 71, 983, 251]
article-paragraph: The Admiralty reports that a British destroyer of the old type has been mined and sunk in the North Sea. There were eighteen survivors.—Aus.-N.Z. Cable Assn.-Reuter. bbox=[1570, 801, 1740, 846]
article-paragraph: The fact that the war bonus paid to members of the Public Service last year was not properly authorised by Parliament was revealed in the House of Representatives yesterday, when the Speaker read the following letter from the Auditor-General: bbox=[294, 430, 547, 481]
article-paragraph: The Governor-General has received the following telegram in reply to a message sent by His Excellency congratulating the Canadian Government and people on the fiftieth anniversary of the Proclamation of the Dominion of Canada. bbox=[294, 1137, 547, 1187]
article-paragraph: Mr. Massey spoke on the matter also. “At one time,” he said, “the people of New Zealand were proud, and properly so, of the manner in which the New Zealand Parliament conducted its business. I am afraid that if the people of New Zealand heard some of the speeches that afternoon they would change their opinion.” bbox=[24, 531, 276, 608]
article-deck: BRITISH NAVAL AIR RAID ON BELGIUM bbox=[1578, 510, 1732, 535]
article-paragraph: At a meeting of the Board of Trade Advisory Committee, Sir Thomas Mackenzie (High Commissioner for New Zealand) submitted a scheme to enable partly-incapacitated overseas soldiers to enter large factories and obtain practical training. bbox=[1570, 1042, 1740, 1111]
article-deck: PREMIER'S NARROW ESCAPE bbox=[1756, 772, 1915, 784]
article-deck: BRITISH DESTROYER MINED bbox=[1577, 784, 1733, 797]
section-headline: EARLY PROSPECT OF POLISH INDEPENDENCE bbox=[648, 1344, 931, 1357]
article-deck: MR. BONAR LAW'S PERSONAL EXPERIENCE. bbox=[1775, 1092, 1896, 1112]
article-deck: HONOURS TO NEW ZEALANDERS DISCUSSED bbox=[29, 124, 271, 137]
article-paragraph: Newspapers criticise Viscount Hardinge's apology for the Mesopotamian report. bbox=[1039, 736, 1287, 760]
article-paragraph: Lord Selborne presided at a meeting at the Rhodes Trust Office at which Sir Thomas Mackenzie (High Commissioner for New Zealand) attended. bbox=[1570, 1180, 1740, 1225]
article-deck: LATEST CASUALTY REPORT. bbox=[1590, 434, 1720, 444]
article-deck: EXCESS PROFITS DUTY bbox=[1773, 1076, 1898, 1088]
article-deck: PARASITIC STRATEGY bbox=[1780, 138, 1891, 149]
table-row bbox=[1752, 364, 1919, 376]
article-deck: STRONGLY HELD POSITIONS EVACUATED bbox=[1051, 449, 1275, 462]
article-paragraph: The Chinese newspapers here state that there are persistent reports from Peking that the Presidents has been poisoned. bbox=[1301, 614, 1549, 639]
article-paragraph: Mr. Massey spoke on the matter also. “At one time,” he said, “the people of New Zealand were proud, and properly so, of the manner in which the New Zealand Parliament conducted its business. I am afraid that if the people of New Zealand heard some of the speeches that afternoon they would change their opinion.” bbox=[24, 1135, 276, 1211]
article-deck: RAIDERS FORCED TO RETIRE bbox=[1581, 111, 1729, 122]
article-paragraph: Sir Douglas Haig reports: “There is considerable reciprocal artillery fighting in the region of Ypres. The enemy made a raid to the south-east of Laventie. Aerial activity by the enemy has markedly increased.”—Aus.-N.Z. Cable Assn.-Reuter. bbox=[1032, 226, 1555, 250]
